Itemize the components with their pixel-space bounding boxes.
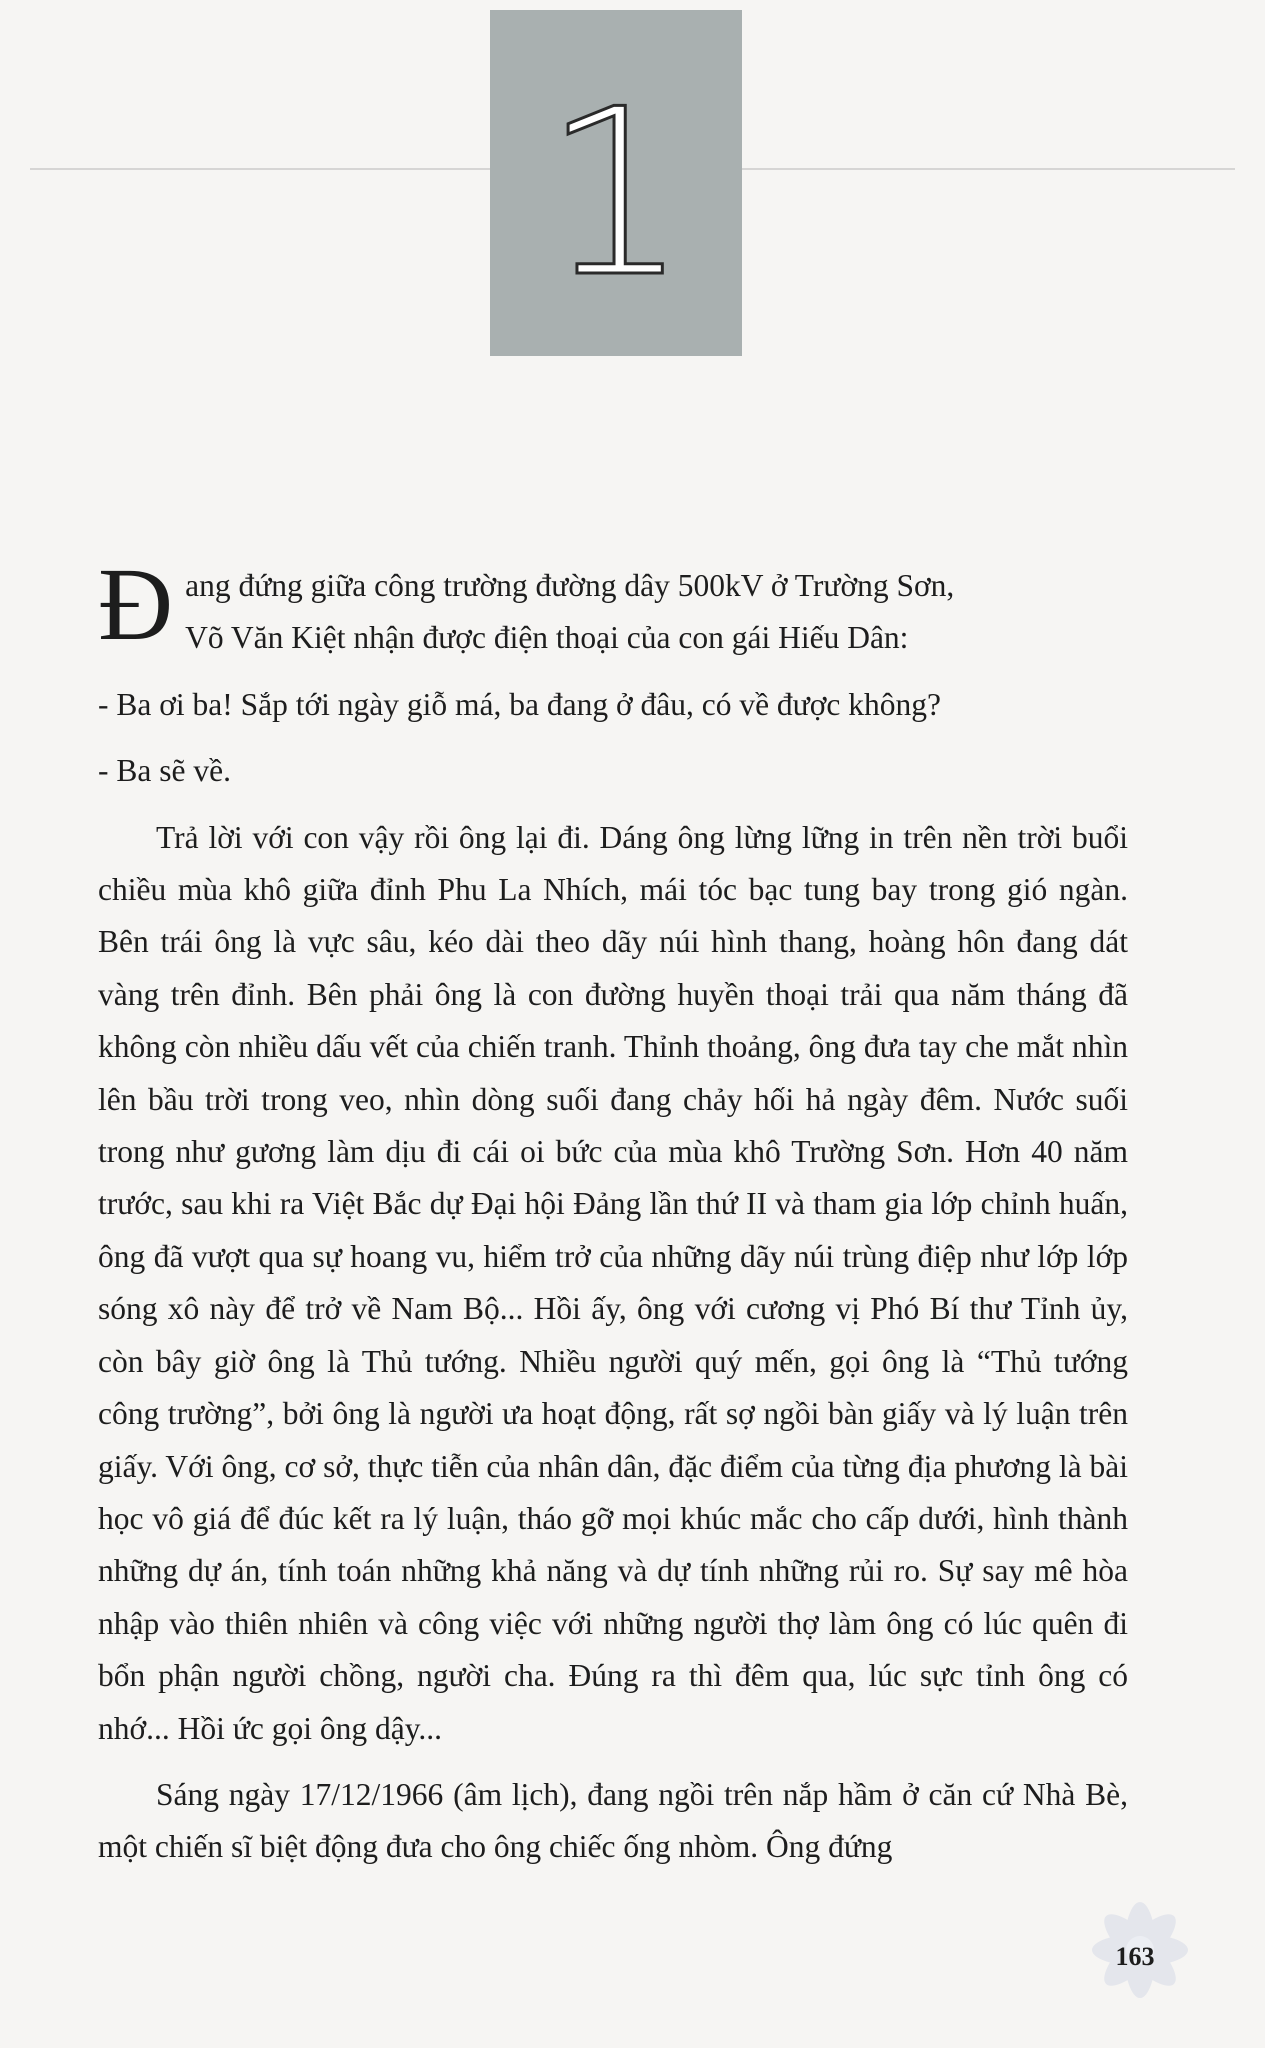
dialog-line: - Ba ơi ba! Sắp tới ngày giỗ má, ba đang ở đâu, có về được không? — [98, 686, 941, 722]
chapter-number: 1 — [542, 61, 690, 328]
opening-line-2: Võ Văn Kiệt nhận được điện thoại của con gái Hiếu Dân: — [185, 620, 909, 656]
paragraph: Sáng ngày 17/12/1966 (âm lịch), đang ngồi trên nắp hầm ở căn cứ Nhà Bè, một chiến sĩ biệt động đưa cho ông chiếc ống nhòm. Ông đứng — [98, 1776, 1128, 1865]
body-text — [98, 547, 1128, 1874]
opening-line-1: ang đứng giữa công trường đường dây 500kV ở Trường Sơn, — [185, 568, 955, 603]
opening-paragraph — [98, 547, 1128, 665]
dialog-line: - Ba sẽ về. — [98, 753, 231, 789]
page-number: 163 — [1115, 1942, 1155, 1971]
drop-cap: Đ — [98, 547, 174, 662]
paragraph: Trả lời với con vậy rồi ông lại đi. Dáng ông lừng lững in trên nền trời buổi chiều mùa khô giữa đỉnh Phu La Nhích, mái tóc bạc tung bay trong gió ngàn. Bên trái ông là vực sâu, kéo dài theo dãy núi hình thang, hoàng hôn đang dát vàng trên đỉnh. Bên phải ông là con đường huyền thoại trải qua năm tháng đã không còn nhiều dấu vết của chiến tranh. Thỉnh thoảng, ông đưa tay che mắt nhìn lên bầu trời trong veo, nhìn dòng suối đang chảy hối hả ngày đêm. Nước suối trong như gương làm dịu đi cái oi bức của mùa khô Trường Sơn. Hơn 40 năm trước, sau khi ra Việt Bắc dự Đại hội Đảng lần thứ II và tham gia lớp chỉnh huấn, ông đã vượt qua sự hoang vu, hiểm trở của những dãy núi trùng điệp như lớp lớp sóng xô này để trở về Nam Bộ... Hồi ấy, ông với cương vị Phó Bí thư Tỉnh ủy, còn bây giờ ông là Thủ tướng. Nhiều người quý mến, gọi ông là “Thủ tướng công trường”, bởi ông là người ưa hoạt động, rất sợ ngồi bàn giấy và lý luận trên giấy. Với ông, cơ sở, thực tiễn của nhân dân, đặc điểm của từng địa phương là bài học vô giá để đúc kết ra lý luận, tháo gỡ mọi khúc mắc cho cấp dưới, hình thành những dự án, tính toán những khả năng và dự tính những rủi ro. Sự say mê hòa nhập vào thiên nhiên và công việc với những người thợ làm ông có lúc quên đi bổn phận người chồng, người cha. Đúng ra thì đêm qua, lúc sực tỉnh ông có nhớ... Hồi ức gọi ông dậy... — [98, 819, 1128, 1746]
chapter-number-box — [490, 10, 742, 356]
